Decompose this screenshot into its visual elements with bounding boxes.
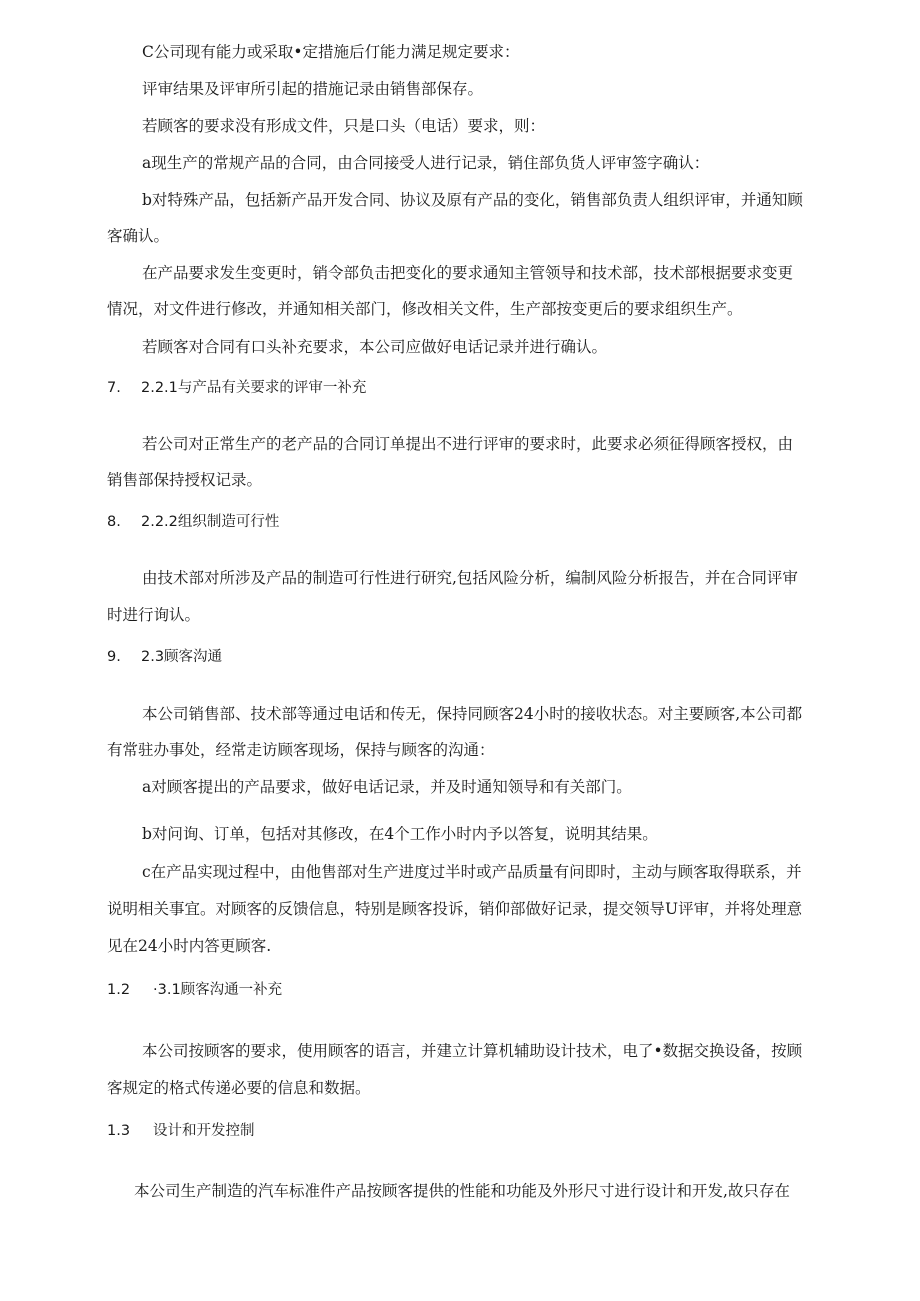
- paragraph-oral-supplement: 若顾客对合同有口头补充要求，本公司应做好电话记录并进行确认。: [142, 338, 608, 356]
- paragraph-feasibility-line1: 由技术部对所涉及产品的制造可行性进行研究,包括风险分析，编制风险分析报告，并在合同评审: [142, 569, 798, 587]
- paragraph-communication-line2: 有常驻办事处，经常走访顾客现场，保持与顾客的沟通：: [107, 741, 495, 759]
- section-title: ·3.1顾客沟通一补充: [153, 982, 283, 998]
- paragraph-item-a-requirements: a对顾客提出的产品要求，做好电话记录，并及时通知领导和有关部门。: [142, 778, 632, 796]
- paragraph-oral-requirements: 若顾客的要求没有形成文件，只是口头（电话）要求，则：: [142, 117, 546, 135]
- paragraph-waiver-line1: 若公司对正常生产的老产品的合同订单提出不进行评审的要求时，此要求必须征得顾客授权，由: [142, 435, 794, 453]
- paragraph-design-line1: 本公司生产制造的汽车标准件产品按顾客提供的性能和功能及外形尺寸进行设计和开发,故只存在: [134, 1182, 790, 1200]
- section-heading-2-2-2: [107, 512, 279, 532]
- paragraph-feasibility-line2: 时进行询认。: [107, 606, 201, 624]
- section-heading-2-2-1: [107, 378, 366, 398]
- section-number: 7.: [107, 380, 121, 396]
- paragraph-item-b-special-line2: 客确认。: [107, 227, 170, 245]
- section-title: 2.3顾客沟通: [141, 649, 223, 665]
- paragraph-change-line1: 在产品要求发生变更时，销令部负击把变化的要求通知主管领导和技术部，技术部根据要求变更: [142, 264, 794, 282]
- paragraph-item-c-line2: 说明相关事宜。对顾客的反馈信息，特别是顾客投诉，销仰部做好记录，提交领导U评审，并将处理意: [107, 900, 803, 918]
- paragraph-item-b-special-line1: b对特殊产品，包括新产品开发合同、协议及原有产品的变化，销售部负责人组织评审，并通知顾: [142, 191, 803, 209]
- paragraph-capability: C公司现有能力或采取•定措施后仃能力满足规定要求：: [142, 43, 520, 61]
- paragraph-item-c-line3: 见在24小时内答更顾客.: [107, 937, 272, 955]
- paragraph-review-records: 评审结果及评审所引起的措施记录由销售部保存。: [142, 80, 484, 98]
- section-heading-2-3: [107, 647, 222, 667]
- paragraph-item-b-inquiries: b对问询、订单，包括对其修改，在4个工作小时内予以答复，说明其结果。: [142, 825, 658, 843]
- paragraph-change-line2: 情况，对文件进行修改，并通知相关部门，修改相关文件，生产部按变更后的要求组织生产。: [107, 300, 743, 318]
- section-number: 1.3: [107, 1123, 131, 1139]
- section-title: 设计和开发控制: [153, 1123, 255, 1139]
- paragraph-item-a-regular: a现生产的常规产品的合同，由合同接受人进行记录，销住部负货人评审签字确认：: [142, 154, 710, 172]
- section-number: 9.: [107, 649, 121, 665]
- paragraph-cad-line2: 客规定的格式传递必要的信息和数据。: [107, 1079, 371, 1097]
- paragraph-item-c-line1: c在产品实现过程中，由他售部对生产进度过半时或产品质量有问即时，主动与顾客取得联系，并: [142, 863, 802, 881]
- section-title: 2.2.2组织制造可行性: [141, 514, 280, 530]
- section-title: 2.2.1与产品有关要求的评审一补充: [141, 380, 367, 396]
- section-number: 1.2: [107, 982, 131, 998]
- section-number: 8.: [107, 514, 121, 530]
- section-heading-1-3: [107, 1121, 255, 1141]
- paragraph-communication-line1: 本公司销售部、技术部等通过电话和传无，保持同顾客24小时的接收状态。对主要顾客,本公司都: [142, 705, 803, 723]
- paragraph-cad-line1: 本公司按顾客的要求，使用顾客的语言，并建立计算机辅助设计技术，电了•数据交换设备，按顾: [142, 1042, 803, 1060]
- section-heading-3-1: [107, 980, 282, 1000]
- paragraph-waiver-line2: 销售部保持授权记录。: [107, 471, 263, 489]
